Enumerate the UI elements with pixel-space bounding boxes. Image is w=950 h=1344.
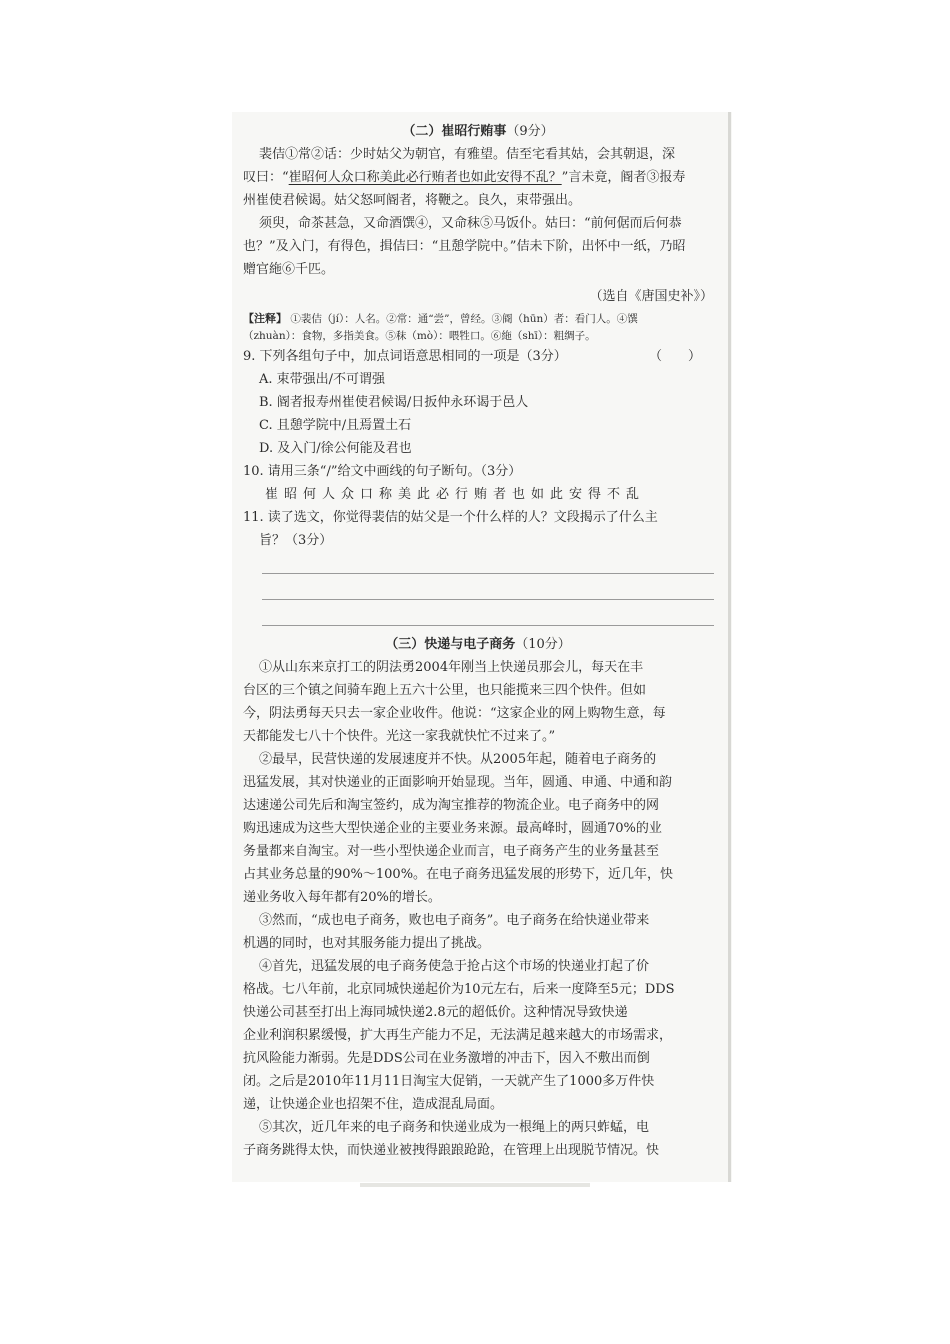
- passage-line: 子商务跳得太快，而快递业被拽得踉踉跄跄，在管理上出现脱节情况。快: [243, 1143, 660, 1158]
- passage-line: 闭。之后是2010年11月11日淘宝大促销，一天就产生了1000多万件快: [243, 1074, 655, 1089]
- question-10: 10. 请用三条“/”给文中画线的句子断句。（3分）: [243, 464, 522, 479]
- page-footer-smudge: [360, 1183, 590, 1187]
- passage-line: 抗风险能力渐弱。先是DDS公司在业务激增的冲击下，因入不敷出而倒: [243, 1051, 650, 1066]
- annotation-line: ①裴佶（jí）：人名。②常：通“尝”，曾经。③阍（hūn）者：看门人。④馔: [290, 313, 638, 325]
- passage-line: 递，让快递企业也招架不住，造成混乱局面。: [243, 1097, 504, 1112]
- passage-line: 占其业务总量的90%～100%。在电子商务迅猛发展的形势下，近几年，快: [243, 867, 674, 882]
- question-9-text: 9. 下列各组句子中，加点词语意思相同的一项是（3分）: [243, 349, 567, 364]
- answer-line[interactable]: [262, 599, 714, 600]
- question-10-sentence: 崔昭何人众口称美此必行贿者也如此安得不乱: [265, 487, 646, 502]
- passage-line: 台区的三个镇之间骑车跑上五六十公里，也只能揽来三四个快件。但如: [243, 683, 647, 698]
- source-citation: （选自《唐国史补》）: [589, 289, 713, 304]
- question-9: [243, 345, 713, 368]
- passage-line: 裴佶①常②话：少时姑父为朝官，有雅望。佶至宅看其姑，会其朝退，深: [259, 147, 676, 162]
- option-c: C. 且憩学院中/且焉置土石: [259, 418, 412, 433]
- section-2-score: （9分）: [506, 124, 554, 139]
- option-b: B. 阍者报寿州崔使君候谒/日扳仲永环谒于邑人: [259, 395, 529, 410]
- passage-line: 达速递公司先后和淘宝签约，成为淘宝推荐的物流企业。电子商务中的网: [243, 798, 660, 813]
- section-2-title-text: （二）崔昭行贿事: [402, 124, 507, 139]
- question-11-cont: 旨？（3分）: [259, 533, 333, 548]
- page-edge-shadow: [728, 112, 731, 1182]
- passage-line: 递业务收入每年都有20%的增长。: [243, 890, 441, 905]
- passage-line: 今，阴法勇每天只去一家企业收件。他说：“这家企业的网上购物生意，每: [243, 706, 666, 721]
- option-a: A. 束带强出/不可谓强: [259, 372, 386, 387]
- passage-line: 购迅速成为这些大型快递企业的主要业务来源。最高峰时，圆通70%的业: [243, 821, 662, 836]
- section-3: [243, 633, 713, 1162]
- question-11: 11. 读了选文，你觉得裴佶的姑父是一个什么样的人？文段揭示了什么主: [243, 510, 658, 525]
- answer-line[interactable]: [262, 625, 714, 626]
- passage-line: ②最早，民营快递的发展速度并不快。从2005年起，随着电子商务的: [259, 752, 657, 767]
- passage-line: ①从山东来京打工的阴法勇2004年刚当上快递员那会儿，每天在丰: [259, 660, 644, 675]
- passage-line: 也？”及入门，有得色，揖佶曰：“且憩学院中。”佶未下阶，出怀中一纸，乃昭: [243, 239, 686, 254]
- passage-line: 务量都来自淘宝。对一些小型快递企业而言，电子商务产生的业务量甚至: [243, 844, 660, 859]
- passage-line: 州崔使君候谒。姑父怒呵阍者，将鞭之。良久，束带强出。: [243, 193, 582, 208]
- passage-line: 格战。七八年前，北京同城快递起价为10元左右，后来一度降至5元；DDS: [243, 982, 675, 997]
- section-3-title: [243, 633, 713, 656]
- passage-line: 机遇的同时，也对其服务能力提出了挑战。: [243, 936, 491, 951]
- passage-line: 赠官絁⑥千匹。: [243, 262, 335, 277]
- annotation-block: [243, 310, 713, 345]
- passage-line: 天都能发七八十个快件。光这一家我就快忙不过来了。”: [243, 729, 556, 744]
- passage-line: ③然而，“成也电子商务，败也电子商务”。电子商务在给快递业带来: [259, 913, 650, 928]
- passage-line: 须臾，命茶甚急，又命酒馔④，又命秣⑤马饭仆。姑曰：“前何倨而后何恭: [259, 216, 682, 231]
- section-3-score: （10分）: [515, 637, 571, 652]
- passage-line: 企业利润积累缓慢，扩大再生产能力不足，无法满足越来越大的市场需求，: [243, 1028, 673, 1043]
- section-3-title-text: （三）快递与电子商务: [385, 637, 516, 652]
- option-d: D. 及入门/徐公何能及君也: [259, 441, 412, 456]
- passage-line: 迅猛发展，其对快递业的正面影响开始显现。当年，圆通、申通、中通和韵: [243, 775, 673, 790]
- passage-line: ④首先，迅猛发展的电子商务使急于抢占这个市场的快递业打起了价: [259, 959, 650, 974]
- answer-line[interactable]: [262, 573, 714, 574]
- section-2-title: [243, 120, 713, 143]
- passage-line: 快递公司甚至打出上海同城快递2.8元的超低价。这种情况导致快递: [243, 1005, 628, 1020]
- annotation-label: 【注释】: [243, 312, 287, 325]
- underlined-sentence: 崔昭何人众口称美此必行贿者也如此安得不乱？: [288, 170, 562, 185]
- answer-paren: （ ）: [648, 349, 701, 364]
- passage-line: ⑤其次，近几年来的电子商务和快递业成为一根绳上的两只蚱蜢，电: [259, 1120, 650, 1135]
- annotation-line: （zhuàn）：食物，多指美食。⑤秣（mò）：喂牲口。⑥絁（shī）：粗绸子。: [243, 330, 596, 342]
- section-2: [243, 120, 713, 552]
- passage-line: 叹曰：“崔昭何人众口称美此必行贿者也如此安得不乱？”言未竟，阍者③报寿: [243, 170, 686, 185]
